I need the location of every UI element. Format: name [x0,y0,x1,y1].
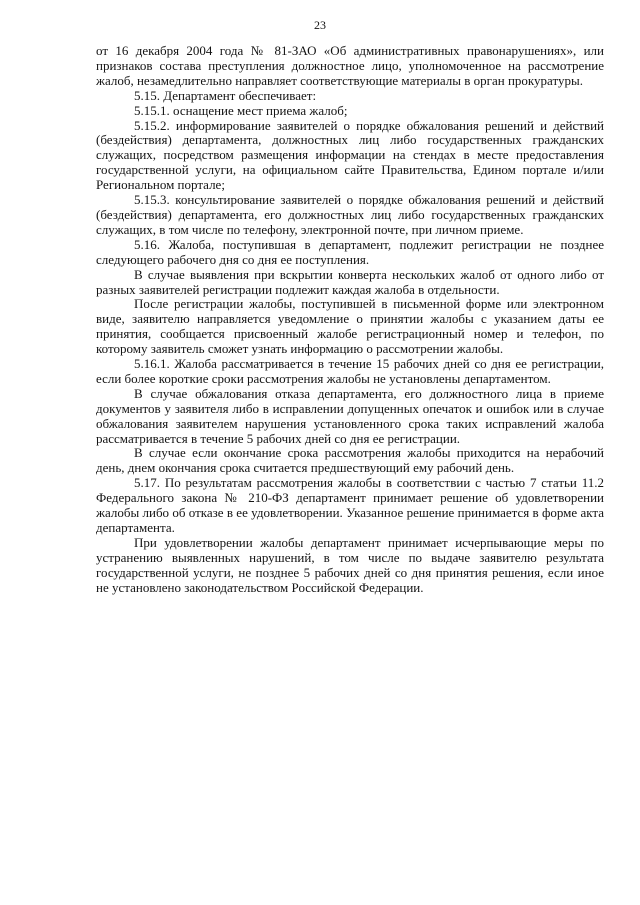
page-number: 23 [314,18,326,32]
paragraph: При удовлетворении жалобы департамент принимает исчерпывающие меры по устранению выявленных нарушений, в том числе по выдаче заявителю результата государственной услуги, не позднее 5 рабочих дней со дня принятия решения, если иное не установлено законодательством Российской Федерации. [96,534,604,595]
paragraph: 5.15.2. информирование заявителей о порядке обжалования решений и действий (бездействия) департамента, должностных лиц либо государственных гражданских служащих, посредством размещения информации на стендах в месте предоставления государственной услуги, на официальном сайте Правительства, Едином портале и/или Региональном портале; [96,117,604,193]
paragraph: В случае если окончание срока рассмотрения жалобы приходится на нерабочий день, днем окончания срока считается предшествующий ему рабочий день. [96,445,604,476]
paragraph: После регистрации жалобы, поступившей в письменной форме или электронном виде, заявителю направляется уведомление о принятии жалобы с указанием даты ее принятия, сообщается присвоенный жалобе регистрационный номер и телефон, по которому заявитель сможет узнать информацию о рассмотрении жалобы. [96,296,604,357]
paragraph: 5.15.1. оснащение мест приема жалоб; [134,102,348,118]
paragraph: В случае обжалования отказа департамента, его должностного лица в приеме документов у заявителя либо в исправлении допущенных опечаток и ошибок или в случае обжалования заявителем нарушения установленного срока таких исправлений жалоба рассматривается в течение 5 рабочих дней со дня ее регистрации. [96,385,604,446]
paragraph: 5.16. Жалоба, поступившая в департамент, подлежит регистрации не позднее следующего рабочего дня со дня ее поступления. [96,236,604,267]
paragraph: В случае выявления при вскрытии конверта нескольких жалоб от одного либо от разных заявителей регистрации подлежит каждая жалоба в отдельности. [96,266,604,297]
paragraph: 5.16.1. Жалоба рассматривается в течение 15 рабочих дней со дня ее регистрации, если более короткие сроки рассмотрения жалобы не установлены департаментом. [96,356,604,386]
document-body [96,44,604,596]
paragraph: 5.17. По результатам рассмотрения жалобы в соответствии с частью 7 статьи 11.2 Федерального закона № 210-ФЗ департамент принимает решение об удовлетворении жалобы либо об отказе в ее удовлетворении. Указанное решение принимается в форме акта департамента. [96,475,604,535]
paragraph: 5.15. Департамент обеспечивает: [134,87,317,103]
paragraph: 5.15.3. консультирование заявителей о порядке обжалования решений и действий (бездействия) департамента, его должностных лиц либо государственных гражданских служащих, в том числе по телефону, электронной почте, при личном приеме. [96,192,604,237]
paragraph: от 16 декабря 2004 года № 81-ЗАО «Об административных правонарушениях», или признаков состава преступления должностное лицо, уполномоченное на рассмотрение жалоб, незамедлительно направляет соответствующие материалы в орган прокуратуры. [96,43,604,88]
